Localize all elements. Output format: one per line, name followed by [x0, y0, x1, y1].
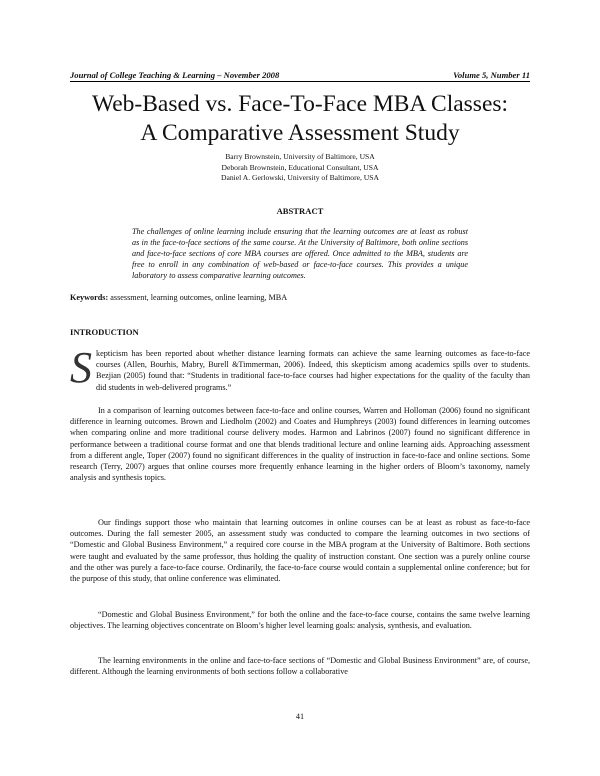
- paragraph: The learning environments in the online and face-to-face sections of “Domestic and Global Business Environment” are, of course, different. Although the learning environments of both sections follow a collaborative: [70, 656, 530, 677]
- section-heading: INTRODUCTION: [70, 327, 139, 337]
- keywords: [70, 293, 530, 302]
- abstract-text: The challenges of online learning include ensuring that the learning outcomes are at least as robust as in the face-to-face sections of the same course. At the University of Baltimore, both online sections and face-to-face sections of core MBA courses are offered. Once admitted to the MBA, students are free to enroll in any combination of web-based or face-to-face courses. This provides a unique laboratory to assess comparative learning outcomes.: [132, 227, 468, 280]
- paper-title: [60, 90, 540, 148]
- paragraph: Our findings support those who maintain that learning outcomes in online courses can be at least as robust as face-to-face outcomes. During the fall semester 2005, an assessment study was conducted to compare the learning outcomes in two sections of “Domestic and Global Business Environment,” a required core course in the MBA program at the University of Baltimore. Both sections were taught and evaluated by the same professor, thus holding the quality of instruction constant. One section was a purely online course and the other was purely a face-to-face course. Ordinarily, the face-to-face course would contain a supplemental online conference; but for the purpose of this study, that online conference was eliminated.: [70, 518, 530, 584]
- paragraph: [70, 343, 530, 393]
- paragraph: “Domestic and Global Business Environment,” for both the online and the face-to-face course, contains the same twelve learning objectives. The learning objectives concentrate on Bloom’s higher level learning goals: analysis, synthesis, and evaluation.: [70, 610, 530, 631]
- volume-number: Volume 5, Number 11: [453, 70, 530, 80]
- keywords-text: assessment, learning outcomes, online learning, MBA: [110, 293, 288, 302]
- paragraph-text: kepticism has been reported about whether distance learning formats can achieve the same learning outcomes as face-to-face courses (Allen, Bourhis, Mabry, Burell &Timmerman, 2006). Indeed, this skepticism among academics spills over to students. Bezjian (2005) found that: “Students in traditional face-to-face courses had higher expectations for the quality of the faculty than did students in web-delivered programs.”: [96, 349, 530, 392]
- author: Deborah Brownstein, Educational Consultant, USA: [221, 162, 379, 172]
- title-line-2: A Comparative Assessment Study: [140, 120, 460, 146]
- page-number: 41: [295, 712, 305, 721]
- running-header: [70, 70, 530, 82]
- journal-name: Journal of College Teaching & Learning – November 2008: [70, 70, 280, 80]
- title-line-1: Web-Based vs. Face-To-Face MBA Classes:: [91, 91, 509, 117]
- author: Barry Brownstein, University of Baltimore, USA: [225, 152, 375, 161]
- abstract-heading: ABSTRACT: [276, 206, 324, 216]
- paragraph: In a comparison of learning outcomes between face-to-face and online courses, Warren and Holloman (2006) found no significant difference in learning outcomes. Brown and Liedholm (2002) and Coates and Humphreys (2003) found differences in learning outcomes when comparing online and more traditional course delivery modes. Harmon and Labrinos (2007) found no significant difference in performance between a traditional course format and one that blends traditional lecture and online learning aids. Approaching assessment from a different angle, Toper (2007) found no significant differences in the quality of instruction in face-to-face and online sections. Some research (Terry, 2007) argues that online courses more frequently enhance learning in the higher orders of Bloom’s taxonomy, namely analysis and synthesis topics.: [70, 406, 530, 483]
- author: Daniel A. Gerlowski, University of Baltimore, USA: [221, 173, 379, 182]
- keywords-label: Keywords:: [70, 293, 109, 302]
- author-list: [100, 152, 500, 184]
- drop-cap: S: [70, 343, 92, 392]
